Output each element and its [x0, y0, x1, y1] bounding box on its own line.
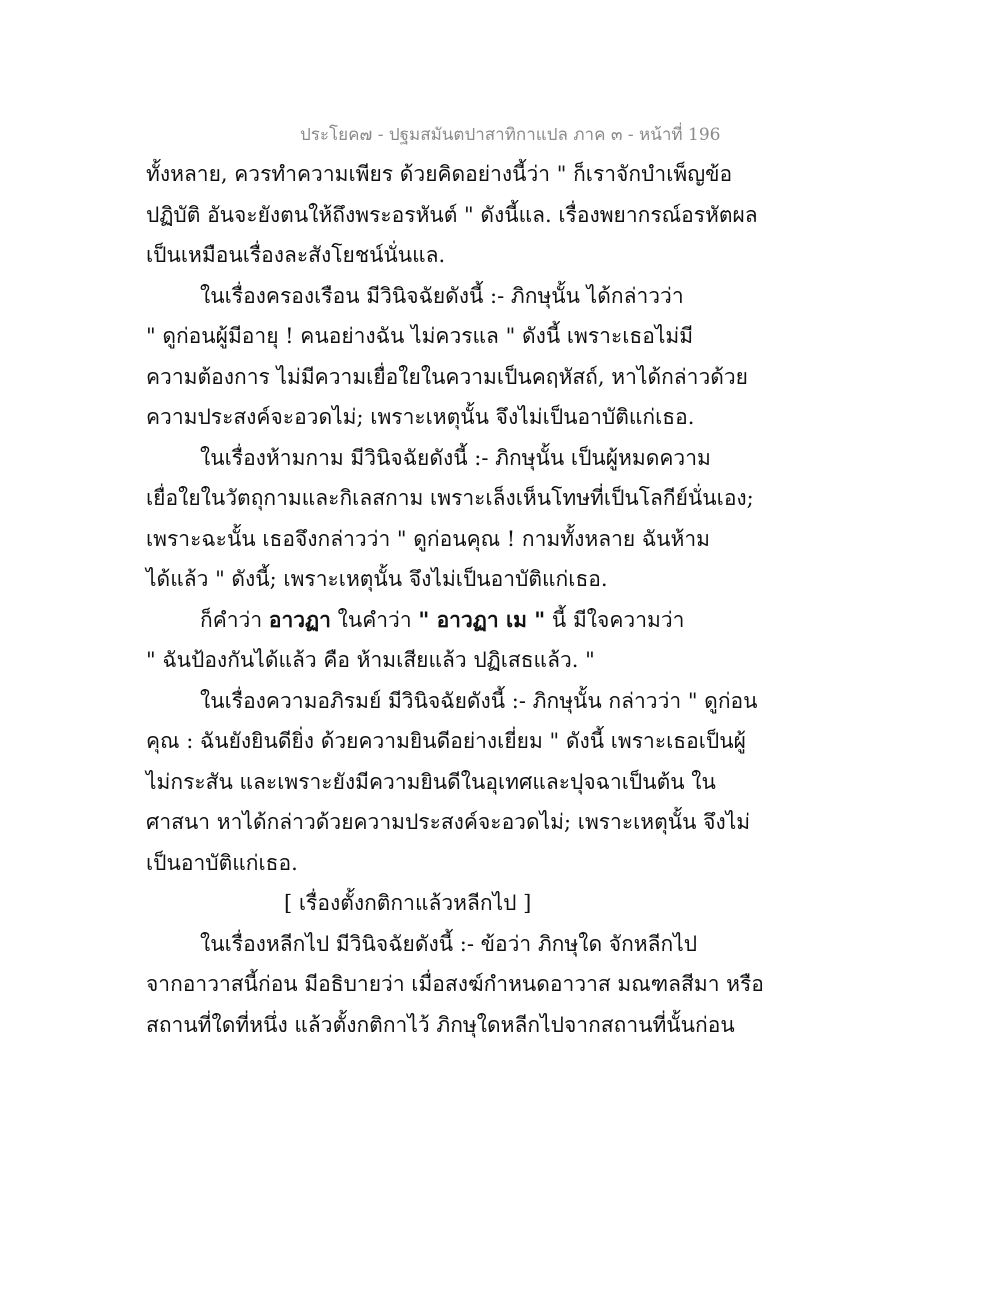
- bold-quote: " อาวฏา เม ": [418, 606, 546, 632]
- text-line: ทั้งหลาย, ควรทำความเพียร ด้วยคิดอย่างนี้ว่า " ก็เราจักบำเพ็ญข้อ: [146, 162, 733, 186]
- text-line: เป็นอาบัติแก่เธอ.: [146, 850, 298, 875]
- text-line: " ดูก่อนผู้มีอายุ ! คนอย่างฉัน ไม่ควรแล " ดังนี้ เพราะเธอไม่มี: [146, 324, 694, 348]
- section-heading: [ เรื่องตั้งกติกาแล้วหลีกไป ]: [284, 891, 532, 915]
- text-line: ศาสนา หาได้กล่าวด้วยความประสงค์จะอวดไม่; เพราะเหตุนั้น จึงไม่: [146, 810, 751, 834]
- text-run: นี้ มีใจความว่า: [545, 607, 685, 632]
- paragraph-start-line: ในเรื่องความอภิรมย์ มีวินิจฉัยดังนี้ :- ภิกษุนั้น กล่าวว่า " ดูก่อน: [200, 688, 758, 713]
- text-run: ก็คำว่า: [200, 607, 269, 632]
- text-line: ความต้องการ ไม่มีความเยื่อใยในความเป็นคฤหัสถ์, หาได้กล่าวด้วย: [146, 364, 748, 389]
- text-line: เยื่อใยในวัตถุกามและกิเลสกาม เพราะเล็งเห็นโทษที่เป็นโลกีย์นั่นเอง;: [146, 486, 754, 510]
- text-line: ปฏิบัติ อันจะยังตนให้ถึงพระอรหันต์ " ดังนี้แล. เรื่องพยากรณ์อรหัตผล: [146, 202, 758, 227]
- text-line: จากอาวาสนี้ก่อน มีอธิบายว่า เมื่อสงฆ์กำหนดอาวาส มณฑลสีมา หรือ: [146, 972, 764, 996]
- text-line: คุณ : ฉันยังยินดียิ่ง ด้วยความยินดีอย่างเยี่ยม " ดังนี้ เพราะเธอเป็นผู้: [146, 729, 746, 753]
- running-head: ประโยค๗ - ปฐมสมันตปาสาทิกาแปล ภาค ๓ - หน้าที่ 196: [300, 125, 721, 145]
- text-line: ความประสงค์จะอวดไม่; เพราะเหตุนั้น จึงไม่เป็นอาบัติแก่เธอ.: [146, 405, 695, 429]
- text-run: ในคำว่า: [330, 607, 419, 632]
- text-line: เป็นเหมือนเรื่องละสังโยชน์นั่นแล.: [146, 243, 446, 267]
- text-line: " ฉันป้องกันได้แล้ว คือ ห้ามเสียแล้ว ปฏิเสธแล้ว. ": [146, 648, 595, 672]
- body-text: [146, 154, 764, 1045]
- paragraph-start-line: ในเรื่องห้ามกาม มีวินิจฉัยดังนี้ :- ภิกษุนั้น เป็นผู้หมดความ: [200, 445, 711, 470]
- paragraph-start-line: ในเรื่องหลีกไป มีวินิจฉัยดังนี้ :- ข้อว่า ภิกษุใด จักหลีกไป: [200, 931, 698, 956]
- paragraph-start-line: ในเรื่องครองเรือน มีวินิจฉัยดังนี้ :- ภิกษุนั้น ได้กล่าวว่า: [200, 283, 684, 308]
- paragraph-start-line: [146, 600, 706, 641]
- text-line: เพราะฉะนั้น เธอจึงกล่าวว่า " ดูก่อนคุณ ! กามทั้งหลาย ฉันห้าม: [146, 526, 710, 551]
- text-line: สถานที่ใดที่หนึ่ง แล้วตั้งกติกาไว้ ภิกษุใดหลีกไปจากสถานที่นั้นก่อน: [146, 1012, 735, 1037]
- text-line: ไม่กระสัน และเพราะยังมีความยินดีในอุเทศและปุจฉาเป็นต้น ใน: [146, 769, 716, 794]
- text-line: ได้แล้ว " ดังนี้; เพราะเหตุนั้น จึงไม่เป็นอาบัติแก่เธอ.: [146, 567, 608, 591]
- bold-term: อาวฏา: [268, 606, 331, 632]
